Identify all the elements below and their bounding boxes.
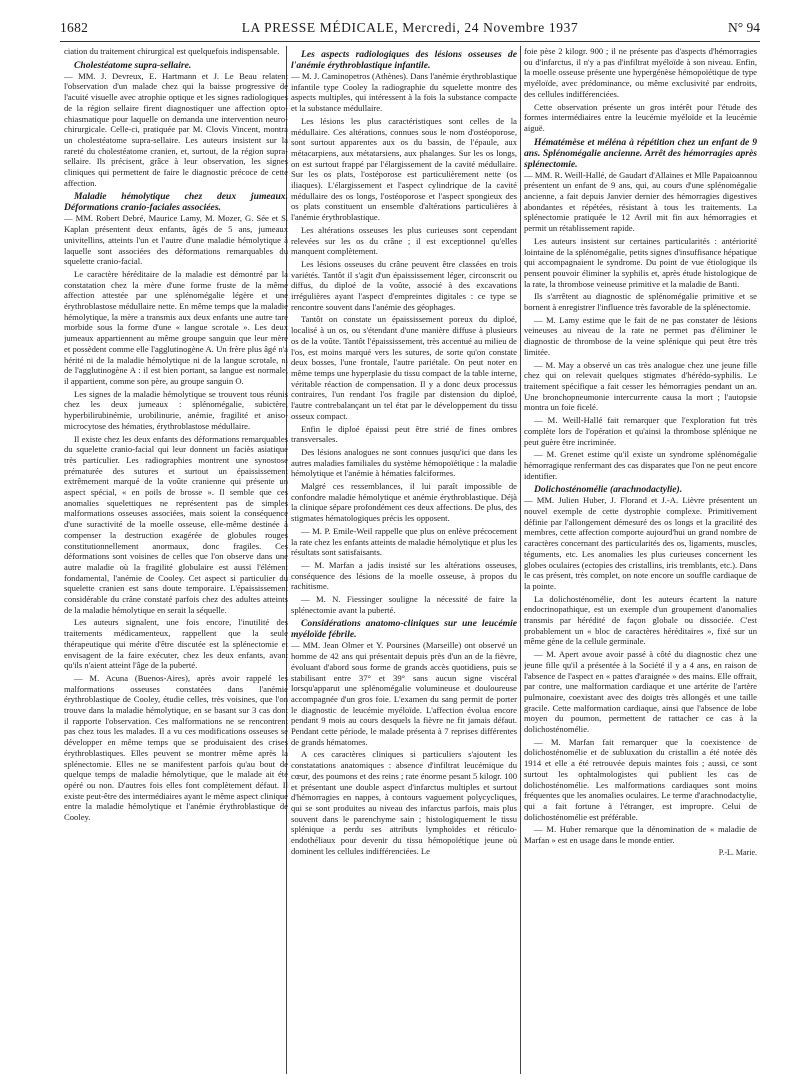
paragraph: Il existe chez les deux enfants des déformations remarquables du squelette cranio-facial qui leur donnent un faciès asiatique très particulier. Les radiographies montrent une synostose prématurée des sutures et surtout un épaississement extrêmement marqué de la voûte cranienne qui présente un aspect spécial, « en poils de brosse ». Il semble que ces anomalies squelettiques ne représentent pas de simples malformations osseuses associées, mais soient la conséquence d'une suractivité de la moelle osseuse, elle-même destinée à compenser la destruction exagérée de globules rouges constitutionnellement anormaux, donc fragiles. Ces déformations sont voisines de celles que l'on observe dans une autre maladie où la fragilité globulaire est aussi l'élément fondamental, l'anémie de Cooley. Cet aspect si particulier du squelette cranien est sans doute temporaire. L'épaississement considérable du crâne constaté parfois chez des adultes atteints de la maladie hémolytique en serait la séquelle. bbox=[64, 433, 288, 615]
paragraph: — M. Grenet estime qu'il existe un syndrome splénomégalie hémorragique renfermant des cas disparates que l'on ne peut encore identifier. bbox=[524, 449, 757, 481]
paragraph: Les auteurs insistent sur certaines particularités : antériorité lointaine de la splénomégalie, petits signes d'insuffisance hépatique qui accompagnaient le syndrome. Du point de vue étiologique ils pensent pouvoir éliminer la syphilis et, après étude histologique de la rate, la thrombose veineuse primitive et la maladie de Banti. bbox=[524, 235, 757, 289]
paragraph: Les lésions osseuses du crâne peuvent être classées en trois variétés. Tantôt il s'agit d'un épaississement léger, circonscrit ou diffus, du diploé de la voûte, associé à des excavations irrégulières ayant l'aspect d'empreintes digitales : ce type se rencontre souvent dans l'anémie des géophages. bbox=[291, 258, 517, 312]
paragraph: Enfin le diploé épaissi peut être strié de fines ombres transversales. bbox=[291, 423, 517, 445]
paragraph: Les auteurs signalent, une fois encore, l'inutilité des traitements médicamenteux, rappellent que la seule thérapeutique qui mérite d'être discutée est la splénectomie et envisagent de la faire exécuter, chez les deux enfants, avant qu'ils n'aient atteint l'âge de la puberté. bbox=[64, 617, 288, 671]
paragraph: — M. Apert avoue avoir passé à côté du diagnostic chez une jeune fille qu'il a présentée à la Société il y a 4 ans, en raison de l'absence de l'aspect en « pattes d'araignée » des mains. Elle offrait, par contre, une malformation cardiaque et une artérite de l'artère pulmonaire, coexistant avec des doigts très allongés et une taille gracile. Cette malformation cardiaque, ainsi que l'absence de lobe moyen du poumon, permettent de rattacher ce cas à la dolichosténomélie. bbox=[524, 649, 757, 735]
paragraph: foie pèse 2 kilogr. 900 ; il ne présente pas d'aspects d'hémorragies ou d'infarctus, il n'y a pas d'infiltrat myéloïde à son niveau. Enfin, la moelle osseuse présente une hypergénèse hémopoïétique de type myéloïde, avec prédominance, ou même exclusivité par endroits, des cellules indifférenciées. bbox=[524, 46, 757, 99]
paragraph: — M. Huber remarque que la dénomination de « maladie de Marfan » est en usage dans le monde entier. bbox=[524, 824, 757, 846]
paragraph: ciation du traitement chirurgical est quelquefois indispensable. bbox=[64, 46, 280, 56]
paragraph: Tantôt on constate un épaississement poreux du diploé, localisé à un os, ou s'étendant d'une manière diffuse à plusieurs os de la voûte. Tantôt l'épaississement, très accentué au milieu de l'os, est moins marqué vers les sutures, de sorte qu'on constate deux bosses, l'une frontale, l'autre pariétale. On peut noter en même temps une hyperplasie du tissu compact de la table interne, véritable réaction de compensation. Il y a donc deux processus contraires, l'un rendant l'os fragile par distension du diploé, l'autre contrebalançant un tel état par le développement du tissu osseux compact. bbox=[291, 314, 517, 421]
column-middle bbox=[291, 46, 517, 1076]
section-heading: Hématémèse et méléna à répétition chez un enfant de 9 ans. Splénomégalie ancienne. Arrêt des hémorragies après splénectomie. bbox=[524, 136, 757, 170]
paragraph: Les altérations osseuses les plus curieuses sont cependant relevées sur les os du crâne ; il est exceptionnel qu'elles manquent complètement. bbox=[291, 224, 517, 257]
paragraph: A ces caractères cliniques si particuliers s'ajoutent les constatations anatomiques : absence d'infiltrat leucémique du cœur, des poumons et des reins ; rate énorme pesant 5 kilogr. 100 et présentant une double aspect d'infarctus multiples et surtout d'hémorragies en nappes, à contours vaguement polycycliques, qui se sont produites au niveau des infarctus parfois, mais plus souvent dans le parenchyme sain ; histologiquement le tissu splénique a perdu ses attributs lymphoïdes et réticulo-endothéliaux pour devenir du tissu hémopoïétique jeune où dominent les cellules indifférenciées. Le bbox=[291, 749, 517, 856]
column-right bbox=[524, 46, 757, 1076]
paragraph: Des lésions analogues ne sont connues jusqu'ici que dans les autres maladies familiales du système hémopoïétique : la maladie hémolytique et l'anémie à hématies falciformes. bbox=[291, 446, 517, 479]
section-heading: Maladie hémolytique chez deux jumeaux. Déformations cranio-faciales associées. bbox=[64, 191, 288, 214]
journal-title: LA PRESSE MÉDICALE, Mercredi, 24 Novembre 1937 bbox=[241, 20, 579, 35]
paragraph: — M. Weill-Hallé fait remarquer que l'exploration fut très complète lors de l'opération et qu'ainsi la thrombose splénique ne peut guère être incriminée. bbox=[524, 415, 757, 447]
paragraph: Cette observation présente un gros intérêt pour l'étude des formes intermédiaires entre la leucémie myéloïde et la leucémie aiguë. bbox=[524, 101, 757, 133]
paragraph: — MM. R. Weill-Hallé, de Gaudart d'Allaines et Mlle Papaioannou présentent un enfant de 9 ans, qui, au cours d'une splénomégalie ancienne, a fait depuis Janvier dernier des hémorragies digestives abondantes et répétées, résistant à tous les traitements. La splénectomie pratiquée le 12 Avril mit fin aux hémorragies et permit un rétablissement rapide. bbox=[524, 169, 757, 234]
paragraph: — MM. Julien Huber, J. Florand et J.-A. Lièvre présentent un nouvel exemple de cette dystrophie complexe. Primitivement définie par l'allongement démesuré des os longs et la gracilité des membres, cette affection comporte aujourd'hui un grand nombre de caractères concernant des particularités des os, ligaments, muscles, téguments, etc. Les anomalies les plus curieuses concernent les globes oculaires (ectopies des cristallins, iris tremblants, etc.). Dans le cas présent, très complet, on note encore un souffle cardiaque de la pointe. bbox=[524, 495, 757, 591]
page-number: 1682 bbox=[60, 20, 89, 35]
column-left bbox=[64, 46, 288, 1076]
paragraph: Ils s'arrêtent au diagnostic de splénomégalie primitive et se bornent à enregistrer l'influence très favorable de la splénectomie. bbox=[524, 291, 757, 313]
paragraph: La dolichosténomélie, dont les auteurs écartent la nature endocrinopathique, est un exemple d'un groupement d'anomalies transmis par hérédité de façon globale ou dissociée. C'est probablement un « bloc de caractères héréditaires », fixé sur un même gène de la cellule germinale. bbox=[524, 593, 757, 647]
paragraph: — M. J. Caminopetros (Athènes). Dans l'anémie érythroblastique infantile type Cooley la radiographie du squelette montre des aspects multiples, qui intéressent à la fois la substance compacte et la substance médullaire. bbox=[291, 71, 517, 114]
paragraph: Le caractère héréditaire de la maladie est démontré par la constatation chez la mère d'une forme fruste de la même affection attestée par une splénomégalie légère et une érythroblastose médullaire nette. En même temps que la maladie hémolytique, la mère a transmis aux deux enfants une autre tare morbide sous la forme d'une « langue scrotale ». Les deux jumeaux appartiennent au même groupe sanguin que leur mère et possèdent comme elle l'agglutinogène A. Un frère plus âgé n'a hérité ni de la maladie hémolytique ni de la langue scrotale, ni de l'agglutinogène A : il est bien portant, sa langue est normale, il appartient, comme son père, au groupe sanguin O. bbox=[64, 268, 288, 386]
header-rule bbox=[60, 41, 760, 42]
author-signature: P.-L. Marie. bbox=[718, 847, 757, 857]
paragraph: — MM. J. Devreux, E. Hartmann et J. Le Beau relatent l'observation d'un malade chez qui la baisse progressive de l'acuité visuelle avec atrophie optique et les signes radiologiques de la région sellaire firent diagnostiquer une affection opto-chiasmatique pour laquelle on demanda une intervention neuro-chirurgicale. Celle-ci, pratiquée par M. Clovis Vincent, montra un cholestéatome supra-sellaire. Les auteurs insistent sur la rareté du cholestéatome cranien, et, surtout, de la région supra-sellaire. Ils précisent, grâce à leur observation, les signes cliniques qui permettent de faire le diagnostic précoce de cette affection. bbox=[64, 70, 288, 188]
column-divider-2 bbox=[520, 46, 521, 1074]
paragraph: Malgré ces ressemblances, il lui paraît impossible de confondre maladie hémolytique et anémie érythroblastique. Déjà la clinique sépare profondément ces deux affections. De plus, des stigmates hématologiques précis les opposent. bbox=[291, 481, 517, 524]
paragraph: — MM. Jean Olmer et Y. Poursines (Marseille) ont observé un homme de 42 ans qui présentait depuis près d'un an de la fièvre, évoluant d'abord sous forme de grands accès quotidiens, puis se stabilisant entre 37° et 39° sans aucun signe viscéral lorsqu'apparut une splénomégalie volumineuse et douloureuse accompagnée d'un gros foie. L'examen du sang permit de porter le diagnostic de leucémie myéloïde. L'affection évolua encore pendant 9 mois au cours desquels la fièvre ne fit jamais défaut. Pendant cette période, le malade présenta à 7 reprises différentes de grands hématomes. bbox=[291, 640, 517, 747]
section-heading: Les aspects radiologiques des lésions osseuses de l'anémie érythroblastique infantile. bbox=[291, 49, 517, 71]
paragraph: — M. N. Fiessinger souligne la nécessité de faire la splénectomie avant la puberté. bbox=[291, 594, 517, 615]
issue-number: N° 94 bbox=[727, 20, 760, 35]
paragraph: Les lésions les plus caractéristiques sont celles de la médullaire. Ces altérations, connues sous le nom d'ostéoporose, sont surtout apparentes aux os du bassin, de l'épaule, aux métacarpiens, aux métatarsiens, aux phalanges. Sur les os longs, on est surtout frappé par l'élargissement de la cavité médullaire. Sur les os plats, l'ostéporose est particulièrement nette (os iliaques). L'élargissement et l'aspect cylindrique de la cavité médullaire des os longs, l'ostéoporose et l'aspect spongieux des os plats constituent un ensemble d'altérations particulières à l'anémie érythroblastique. bbox=[291, 115, 517, 223]
paragraph: — M. P. Emile-Weil rappelle que plus on enlève précocement la rate chez les enfants atteints de maladie hémolytique et plus les résultats sont satisfaisants. bbox=[291, 525, 517, 558]
paragraph: — M. Marfan a jadis insisté sur les altérations osseuses, conséquence des lésions de la moelle osseuse, à propos du rachitisme. bbox=[291, 559, 517, 592]
paragraph: — M. Lamy estime que le fait de ne pas constater de lésions veineuses au niveau de la rate ne permet pas d'éliminer le diagnostic de thrombose de la veine splénique qui peut être très limitée. bbox=[524, 314, 757, 357]
section-heading: Dolichosténomélie (arachnodactylie). bbox=[534, 484, 683, 496]
paragraph: — M. Marfan fait remarquer que la coexistence de dolichosténomélie et de subluxation du cristallin a été notée dès 1914 et elle a été retrouvée depuis maintes fois ; aussi, ce sont surtout les ophtalmologistes qui publient les cas de dolichosténomélie. Les malformations cardiaques sont moins fréquentes que les anomalies oculaires. Le terme d'arachnodactylie, qui a fait fortune à l'étranger, est impropre. Celui de dolichosténomélie est préférable. bbox=[524, 736, 757, 822]
paragraph: — M. Acuna (Buenos-Aires), après avoir rappelé les malformations osseuses constatées dans l'anémie érythroblastique de Cooley, étudie celles, très voisines, que l'on trouve dans la maladie hémolytique, en se basant sur 3 cas dont il rapporte l'observation. Ces malformations ne se rencontrent pas chez tous les malades. Il a vu ces modifications osseuses se développer en même temps que se produisaient des crises érythroblastiques. Elles peuvent se montrer même après la splénectomie. Elles ne se manifestent parfois qu'au bout de quelque temps de maladie hémolytique, que le malade ait été opéré ou non. D'autres fois elles font complètement défaut. Il existe peut-être des intermédiaires ayant le même aspect clinique entre la maladie hémolytique et l'anémie érythroblastique de Cooley. bbox=[64, 672, 288, 823]
paragraph: — M. May a observé un cas très analogue chez une jeune fille chez qui on relevait quelques stigmates d'hérédo-syphilis. Le traitement spécifique a fait cesser les hémorragies pendant un an. Une bronchopneumonie intercurrente causa la mort ; l'autopsie montra un foie ficelé. bbox=[524, 359, 757, 413]
section-heading: Cholestéatome supra-sellaire. bbox=[74, 59, 192, 71]
paragraph: Les signes de la maladie hémolytique se trouvent tous réunis chez les deux jumeaux : splénomégalie, subictère, hyperbilirubinémie, urobilinurie, anémie, fragilité et aniso-microcytose des hématies, érythroblastose médullaire. bbox=[64, 388, 288, 431]
section-heading: Considérations anatomo-cliniques sur une leucémie myéloïde fébrile. bbox=[291, 618, 517, 641]
paragraph: — MM. Robert Debré, Maurice Lamy, M. Mozer, G. Sée et S. Kaplan présentent deux enfants, âgés de 5 ans, jumeaux univitellins, atteints l'un et l'autre d'une maladie hémolytique à laquelle sont associées des déformations remarquables du squelette cranio-facial. bbox=[64, 213, 288, 267]
